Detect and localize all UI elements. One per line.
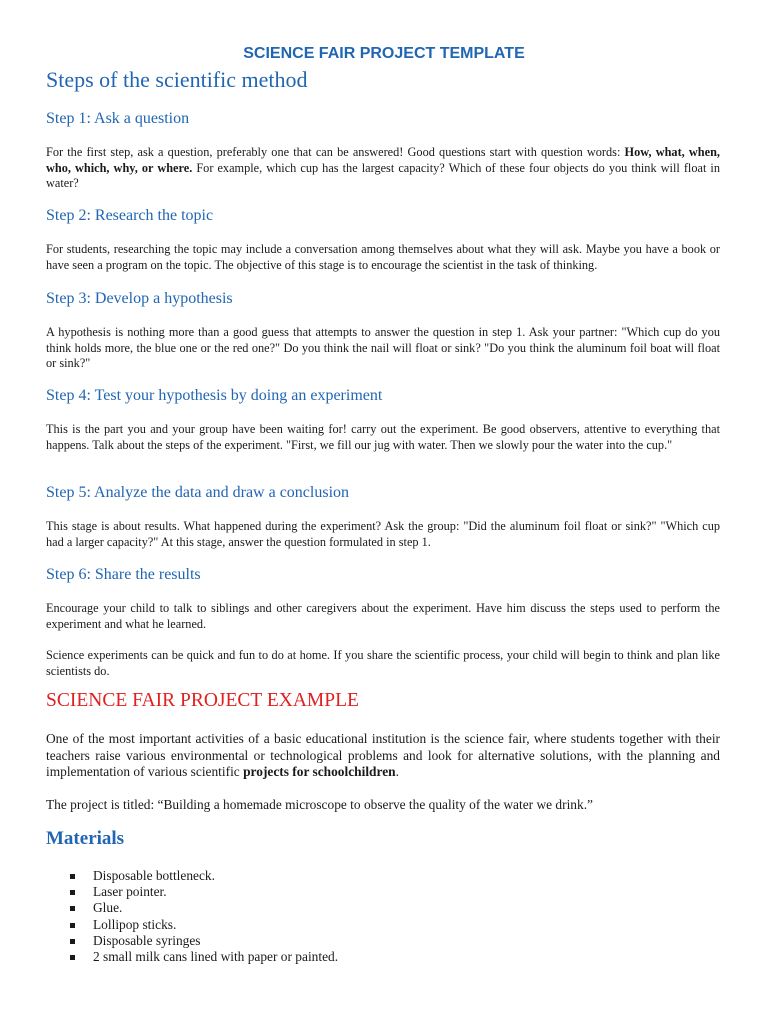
- square-bullet-icon: [70, 906, 75, 911]
- list-item: [46, 900, 338, 916]
- step-1-heading: Step 1: Ask a question: [46, 110, 190, 127]
- step-6-heading: Step 6: Share the results: [46, 566, 201, 583]
- list-item-text: Disposable syringes: [93, 932, 201, 948]
- step-5-text: This stage is about results. What happened during the experiment? Ask the group: "Did the aluminum foil float or sink?" "Which cup had a larger capacity?" At this stage, answer the question formulated in step 1.: [46, 519, 720, 549]
- list-item: [46, 917, 338, 933]
- square-bullet-icon: [70, 955, 75, 960]
- step-1-text-part: For the first step, ask a question, preferably one that can be answered! Good questions start with question words:: [46, 145, 625, 159]
- step-2-heading: Step 2: Research the topic: [46, 207, 214, 224]
- section-heading: Steps of the scientific method: [46, 67, 308, 92]
- list-item-text: Disposable bottleneck.: [93, 868, 215, 883]
- step-5-heading: Step 5: Analyze the data and draw a conclusion: [46, 484, 350, 501]
- square-bullet-icon: [70, 874, 75, 879]
- square-bullet-icon: [70, 923, 75, 928]
- step-4-text: This is the part you and your group have been waiting for! carry out the experiment. Be good observers, attentive to everything that happens. Talk about the steps of the experiment. "First, we fill our jug with water. Then we slowly pour the water into the cup.": [46, 422, 720, 452]
- example-intro-part: One of the most important activities of a basic educational institution is the science fair, where students together with their teachers raise various environmental or technological problems and look for alternative solutions, with the planning and implementation of various scientific: [46, 731, 720, 779]
- list-item-text: Lollipop sticks.: [93, 916, 177, 932]
- step-2-text: For students, researching the topic may include a conversation among themselves about what they will ask. Maybe you have a book or have seen a program on the topic. The objective of this stage is to encourage the scientist in the task of thinking.: [46, 242, 720, 272]
- square-bullet-icon: [70, 939, 75, 944]
- step-3-heading: Step 3: Develop a hypothesis: [46, 290, 233, 307]
- closing-text: Science experiments can be quick and fun to do at home. If you share the scientific process, your child will begin to think and plan like scientists do.: [46, 648, 720, 678]
- list-item: [46, 933, 338, 949]
- document-title: SCIENCE FAIR PROJECT TEMPLATE: [243, 45, 525, 62]
- materials-list: [46, 868, 338, 965]
- list-item: [46, 884, 338, 900]
- step-6-text: Encourage your child to talk to siblings and other caregivers about the experiment. Have him discuss the steps used to perform the experiment and what he learned.: [46, 601, 720, 631]
- square-bullet-icon: [70, 890, 75, 895]
- example-intro-bold: projects for schoolchildren: [243, 764, 396, 779]
- example-intro: [46, 731, 720, 781]
- step-1-text: [46, 145, 720, 192]
- list-item-text: 2 small milk cans lined with paper or painted.: [93, 949, 339, 965]
- materials-heading: Materials: [46, 828, 125, 849]
- example-heading: SCIENCE FAIR PROJECT EXAMPLE: [46, 690, 359, 711]
- list-item: [46, 868, 338, 884]
- list-item: [46, 949, 338, 965]
- step-1-text-part: For example, which cup has the largest capacity? Which of these four objects do you think will float in water?: [46, 160, 720, 190]
- project-title-text: The project is titled: “Building a homemade microscope to observe the quality of the water we drink.”: [46, 797, 593, 812]
- step-4-heading: Step 4: Test your hypothesis by doing an experiment: [46, 387, 383, 404]
- example-intro-part: .: [395, 764, 399, 779]
- list-item-text: Glue.: [93, 900, 123, 916]
- list-item-text: Laser pointer.: [93, 884, 167, 900]
- step-3-text: A hypothesis is nothing more than a good guess that attempts to answer the question in step 1. Ask your partner: "Which cup do you think holds more, the blue one or the red one?" Do you think the nail will float or sink? "Do you think the aluminum foil boat will float or sink?": [46, 325, 720, 370]
- question-words: How, what, when, who, which, why, or where.: [46, 145, 721, 175]
